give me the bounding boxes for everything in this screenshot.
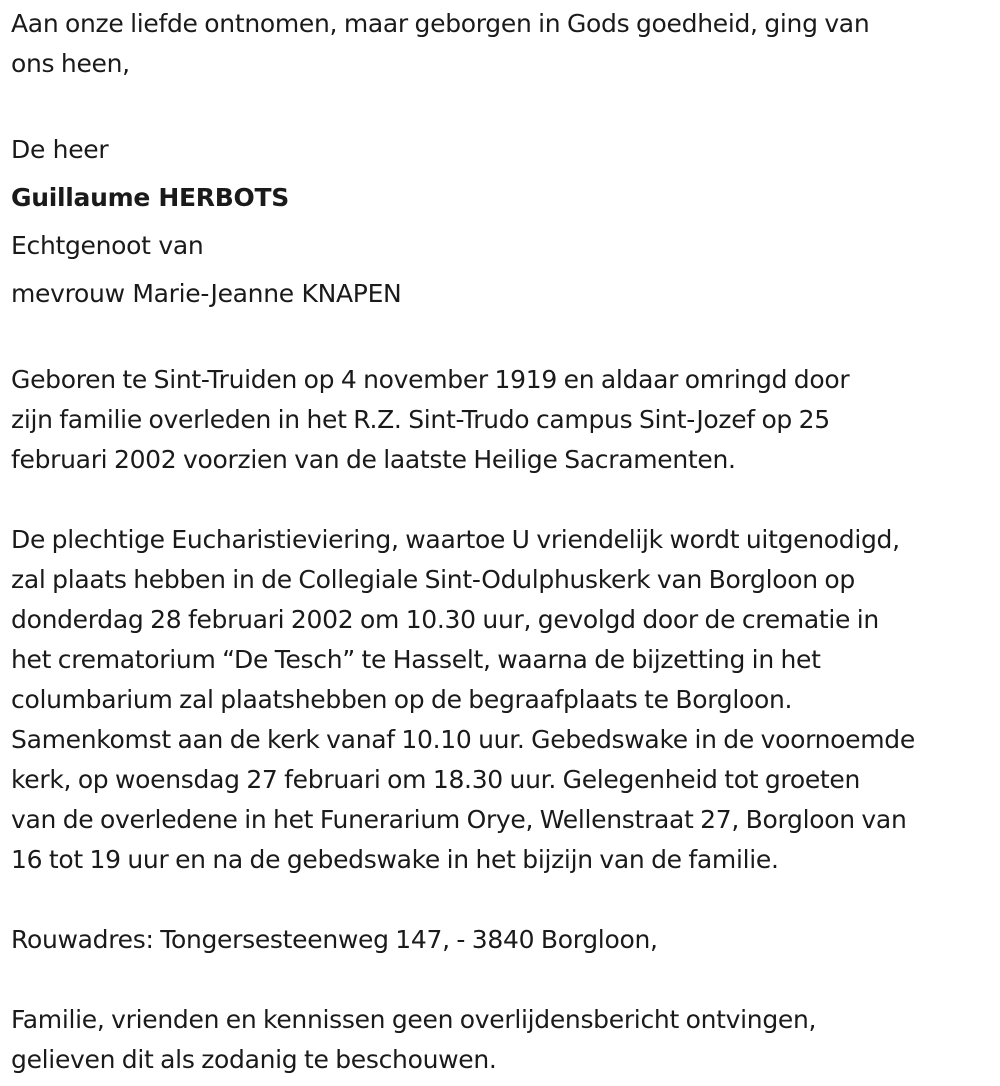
spacer <box>11 880 996 920</box>
birth-line: Geboren te Sint-Truiden op 4 november 1919 en aldaar omringd door <box>11 365 850 394</box>
closing-paragraph <box>11 1000 996 1080</box>
address-paragraph <box>11 920 996 960</box>
intro-paragraph <box>11 0 996 84</box>
ceremony-line: zal plaats hebben in de Collegiale Sint-Odulphuskerk van Borgloon op <box>11 565 855 594</box>
ceremony-line: kerk, op woensdag 27 februari om 18.30 uur. Gelegenheid tot groeten <box>11 765 861 794</box>
spouse-prefix: Echtgenoot van <box>11 231 204 260</box>
spouse-name: mevrouw Marie-Jeanne KNAPEN <box>11 279 402 308</box>
address-line: Rouwadres: Tongersesteenweg 147, - 3840 Borgloon, <box>11 925 658 954</box>
ceremony-line: columbarium zal plaatshebben op de begraafplaats te Borgloon. <box>11 685 793 714</box>
ceremony-line: het crematorium “De Tesch” te Hasselt, waarna de bijzetting in het <box>11 645 821 674</box>
birth-line: zijn familie overleden in het R.Z. Sint-Trudo campus Sint-Jozef op 25 <box>11 405 830 434</box>
closing-line: gelieven dit als zodanig te beschouwen. <box>11 1045 497 1074</box>
ceremony-line: De plechtige Eucharistieviering, waartoe U vriendelijk wordt uitgenodigd, <box>11 525 900 554</box>
spacer <box>11 318 996 360</box>
birth-line: februari 2002 voorzien van de laatste Heilige Sacramenten. <box>11 445 736 474</box>
spacer <box>11 960 996 1000</box>
intro-line: ons heen, <box>11 49 130 78</box>
ceremony-paragraph <box>11 520 996 880</box>
ceremony-line: 16 tot 19 uur en na de gebedswake in het bijzijn van de familie. <box>11 845 779 874</box>
ceremony-line: Samenkomst aan de kerk vanaf 10.10 uur. Gebedswake in de voornoemde <box>11 725 915 754</box>
title-prefix: De heer <box>11 135 109 164</box>
spacer <box>11 480 996 520</box>
intro-line: Aan onze liefde ontnomen, maar geborgen in Gods goedheid, ging van <box>11 9 870 38</box>
birth-death-paragraph <box>11 360 996 480</box>
deceased-name: Guillaume HERBOTS <box>11 183 289 212</box>
spacer <box>11 84 996 124</box>
death-notice <box>11 0 996 1080</box>
closing-line: Familie, vrienden en kennissen geen overlijdensbericht ontvingen, <box>11 1005 817 1034</box>
ceremony-line: donderdag 28 februari 2002 om 10.30 uur, gevolgd door de crematie in <box>11 605 879 634</box>
ceremony-line: van de overledene in het Funerarium Orye, Wellenstraat 27, Borgloon van <box>11 805 907 834</box>
